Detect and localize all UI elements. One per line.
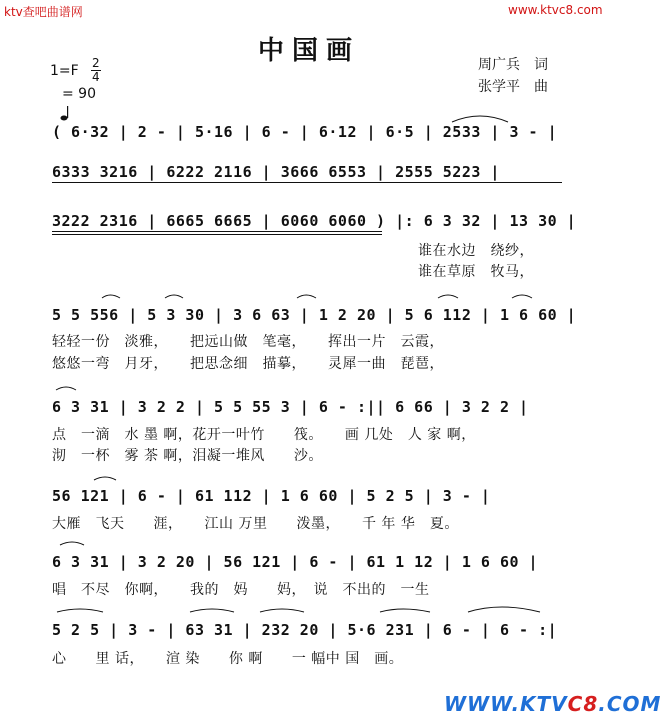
- score-line-4: 5 5 556 | 5 3 30 | 3 6 63 | 1 2 20 | 5 6 112 | 1 6 60 |: [52, 306, 577, 324]
- lyric-line: 谁在草原 牧马，: [418, 264, 534, 280]
- lyric-line: 大雁 飞天 涯， 江山 万里 泼墨， 千 年 华 夏。: [52, 516, 459, 532]
- footer-watermark: [444, 692, 661, 716]
- footer-watermark-main: WWW.KTV: [444, 692, 568, 716]
- score-line-2: 6333 3216 | 6222 2116 | 3666 6553 | 2555 5223 |: [52, 163, 500, 181]
- site-watermark-left: ktv查吧曲谱网: [4, 5, 83, 19]
- score-line-5: 6 3 31 | 3 2 2 | 5 5 55 3 | 6 - :|| 6 66 | 3 2 2 |: [52, 398, 529, 416]
- lyric-line: 轻轻一份 淡雅， 把远山做 笔毫， 挥出一片 云霞，: [52, 334, 444, 350]
- lyric-line: 唱 不尽 你啊， 我的 妈 妈， 说 不出的 一生: [52, 582, 430, 598]
- score-line-8: 5 2 5 | 3 - | 63 31 | 232 20 | 5·6 231 | 6 - | 6 - :|: [52, 621, 558, 639]
- composer-credit: 张学平 曲: [478, 79, 548, 95]
- key-signature: 1=F: [50, 63, 79, 79]
- lyric-line: 沏 一杯 雾 茶 啊，泪凝一堆风 沙。: [52, 448, 323, 464]
- time-signature-top: 2: [92, 56, 100, 70]
- score-line-6: 56 121 | 6 - | 61 112 | 1 6 60 | 5 2 5 | 3 - |: [52, 487, 491, 505]
- footer-watermark-end: .COM: [598, 692, 661, 716]
- song-title: 中国画: [258, 36, 361, 66]
- score-line-7: 6 3 31 | 3 2 20 | 56 121 | 6 - | 61 1 12 | 1 6 60 |: [52, 553, 539, 571]
- score-line-1: ( 6·32 | 2 - | 5·16 | 6 - | 6·12 | 6·5 | 2533 | 3 - |: [52, 123, 558, 141]
- lyricist-credit: 周广兵 词: [478, 57, 548, 73]
- score-line-3: 3222 2316 | 6665 6665 | 6060 6060 ) |: 6 3 32 | 13 30 |: [52, 212, 577, 230]
- footer-watermark-accent: C8: [567, 692, 599, 716]
- time-signature-bottom: 4: [92, 70, 100, 84]
- site-watermark-right: www.ktvc8.com: [508, 3, 603, 17]
- lyric-line: 心 里 话， 渲 染 你 啊 一 幅中 国 画。: [52, 651, 404, 667]
- tempo-marking: = 90: [62, 86, 96, 102]
- lyric-line: 悠悠一弯 月牙， 把思念细 描摹， 灵犀一曲 琵琶，: [52, 356, 444, 372]
- lyric-line: 点 一滴 水 墨 啊，花开一叶竹 筏。 画 几处 人 家 啊，: [52, 427, 476, 443]
- lyric-line: 谁在水边 绕纱，: [418, 243, 534, 259]
